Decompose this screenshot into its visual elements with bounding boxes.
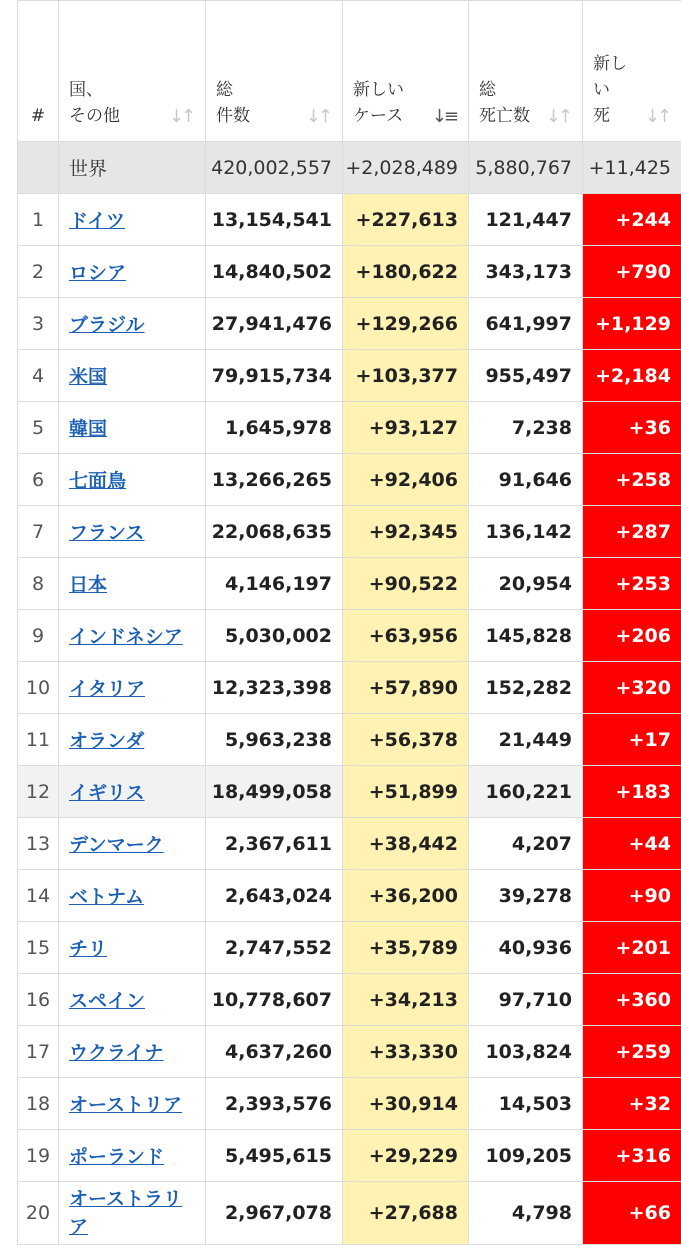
country-cell — [59, 818, 206, 870]
total-cases-cell: 14,840,502 — [206, 246, 343, 298]
country-cell — [59, 922, 206, 974]
total-cases-cell: 4,146,197 — [206, 558, 343, 610]
total-deaths-cell: 97,710 — [469, 974, 583, 1026]
table-row — [18, 1078, 681, 1130]
header-country-line1: 国、 — [69, 80, 103, 100]
table-row — [18, 1026, 681, 1078]
country-link[interactable]: イタリア — [69, 678, 146, 700]
country-cell — [59, 1026, 206, 1078]
country-cell — [59, 766, 206, 818]
new-deaths-cell: +253 — [583, 558, 681, 610]
new-cases-cell: +92,345 — [343, 506, 469, 558]
new-cases-cell: +129,266 — [343, 298, 469, 350]
country-cell — [59, 1182, 206, 1245]
row-index: 2 — [18, 246, 59, 298]
country-link[interactable]: 米国 — [69, 366, 108, 388]
total-deaths-cell: 4,798 — [469, 1182, 583, 1245]
row-index: 17 — [18, 1026, 59, 1078]
row-index: 10 — [18, 662, 59, 714]
row-index: 1 — [18, 194, 59, 246]
new-deaths-cell: +90 — [583, 870, 681, 922]
country-cell — [59, 350, 206, 402]
total-cases-cell: 2,747,552 — [206, 922, 343, 974]
country-cell — [59, 610, 206, 662]
table-row — [18, 922, 681, 974]
header-new-deaths[interactable] — [583, 1, 681, 142]
table-row — [18, 506, 681, 558]
table-row — [18, 558, 681, 610]
new-deaths-cell: +66 — [583, 1182, 681, 1245]
country-link[interactable]: イギリス — [69, 782, 145, 804]
country-link[interactable]: オーストラリア — [69, 1188, 183, 1238]
new-cases-cell: +92,406 — [343, 454, 469, 506]
row-index: 4 — [18, 350, 59, 402]
country-link[interactable]: ポーランド — [69, 1146, 165, 1168]
header-new-cases[interactable] — [343, 1, 469, 142]
country-cell — [59, 558, 206, 610]
table-header-row — [18, 1, 681, 142]
country-link[interactable]: ブラジル — [69, 314, 145, 336]
header-new-deaths-line2: い — [593, 80, 610, 100]
new-deaths-cell: +258 — [583, 454, 681, 506]
country-cell — [59, 1130, 206, 1182]
new-cases-cell: +56,378 — [343, 714, 469, 766]
new-deaths-cell: +1,129 — [583, 298, 681, 350]
country-link[interactable]: ウクライナ — [69, 1042, 164, 1064]
row-index: 3 — [18, 298, 59, 350]
world-new-deaths: +11,425 — [583, 142, 681, 194]
new-deaths-cell: +17 — [583, 714, 681, 766]
row-index: 11 — [18, 714, 59, 766]
table-row — [18, 662, 681, 714]
header-total-deaths-line2: 死亡数 — [479, 106, 530, 126]
total-deaths-cell: 109,205 — [469, 1130, 583, 1182]
new-deaths-cell: +790 — [583, 246, 681, 298]
table-row — [18, 454, 681, 506]
table-row — [18, 350, 681, 402]
total-cases-cell: 5,030,002 — [206, 610, 343, 662]
row-index: 16 — [18, 974, 59, 1026]
new-deaths-cell: +287 — [583, 506, 681, 558]
row-index: 9 — [18, 610, 59, 662]
country-cell — [59, 194, 206, 246]
new-cases-cell: +63,956 — [343, 610, 469, 662]
table-row — [18, 974, 681, 1026]
country-link[interactable]: チリ — [69, 938, 108, 960]
total-deaths-cell: 136,142 — [469, 506, 583, 558]
sort-icon[interactable]: ↓↑ — [305, 106, 330, 127]
total-cases-cell: 10,778,607 — [206, 974, 343, 1026]
total-cases-cell: 79,915,734 — [206, 350, 343, 402]
new-deaths-cell: +2,184 — [583, 350, 681, 402]
country-link[interactable]: 七面鳥 — [69, 470, 127, 492]
total-cases-cell: 5,963,238 — [206, 714, 343, 766]
total-deaths-cell: 20,954 — [469, 558, 583, 610]
total-deaths-cell: 14,503 — [469, 1078, 583, 1130]
new-deaths-cell: +32 — [583, 1078, 681, 1130]
total-cases-cell: 5,495,615 — [206, 1130, 343, 1182]
row-index: 5 — [18, 402, 59, 454]
total-deaths-cell: 145,828 — [469, 610, 583, 662]
total-deaths-cell: 40,936 — [469, 922, 583, 974]
row-index: 8 — [18, 558, 59, 610]
country-link[interactable]: オーストリア — [69, 1094, 183, 1116]
header-new-deaths-line1: 新し — [593, 54, 627, 74]
new-deaths-cell: +244 — [583, 194, 681, 246]
table-row — [18, 1130, 681, 1182]
total-deaths-cell: 641,997 — [469, 298, 583, 350]
new-cases-cell: +57,890 — [343, 662, 469, 714]
row-index: 6 — [18, 454, 59, 506]
total-cases-cell: 2,367,611 — [206, 818, 343, 870]
total-deaths-cell: 39,278 — [469, 870, 583, 922]
row-index: 15 — [18, 922, 59, 974]
new-cases-cell: +36,200 — [343, 870, 469, 922]
country-cell — [59, 1078, 206, 1130]
total-deaths-cell: 91,646 — [469, 454, 583, 506]
new-cases-cell: +38,442 — [343, 818, 469, 870]
country-link[interactable]: 韓国 — [69, 418, 108, 440]
table-row — [18, 402, 681, 454]
header-new-cases-line2: ケース — [353, 106, 404, 126]
total-deaths-cell: 103,824 — [469, 1026, 583, 1078]
sort-desc-icon[interactable]: ↓≡ — [431, 106, 456, 127]
new-cases-cell: +227,613 — [343, 194, 469, 246]
table-row — [18, 610, 681, 662]
new-deaths-cell: +206 — [583, 610, 681, 662]
header-total-deaths[interactable] — [469, 1, 583, 142]
world-new-cases: +2,028,489 — [343, 142, 469, 194]
covid-table — [17, 0, 681, 1245]
world-label: 世界 — [59, 142, 206, 194]
world-total-deaths: 5,880,767 — [469, 142, 583, 194]
header-country-line2: その他 — [69, 106, 120, 126]
new-cases-cell: +34,213 — [343, 974, 469, 1026]
total-cases-cell: 13,266,265 — [206, 454, 343, 506]
row-index: 19 — [18, 1130, 59, 1182]
row-index: 14 — [18, 870, 59, 922]
total-cases-cell: 12,323,398 — [206, 662, 343, 714]
new-deaths-cell: +201 — [583, 922, 681, 974]
world-total-cases: 420,002,557 — [206, 142, 343, 194]
total-cases-cell: 1,645,978 — [206, 402, 343, 454]
row-index: 13 — [18, 818, 59, 870]
header-total-cases[interactable] — [206, 1, 343, 142]
header-total-cases-line1: 総 — [216, 80, 233, 100]
table-row — [18, 246, 681, 298]
table-row — [18, 818, 681, 870]
new-deaths-cell: +360 — [583, 974, 681, 1026]
country-cell — [59, 974, 206, 1026]
total-deaths-cell: 955,497 — [469, 350, 583, 402]
new-cases-cell: +33,330 — [343, 1026, 469, 1078]
country-link[interactable]: フランス — [69, 522, 145, 544]
country-cell — [59, 714, 206, 766]
row-index: 7 — [18, 506, 59, 558]
new-deaths-cell: +259 — [583, 1026, 681, 1078]
sort-icon[interactable]: ↓↑ — [545, 106, 570, 127]
row-index: 12 — [18, 766, 59, 818]
country-link[interactable]: ロシア — [69, 262, 127, 284]
country-cell — [59, 402, 206, 454]
header-total-cases-line2: 件数 — [216, 106, 250, 126]
country-link[interactable]: オランダ — [69, 730, 145, 752]
new-deaths-cell: +183 — [583, 766, 681, 818]
total-deaths-cell: 7,238 — [469, 402, 583, 454]
table-row — [18, 870, 681, 922]
new-cases-cell: +93,127 — [343, 402, 469, 454]
country-link[interactable]: インドネシア — [69, 626, 183, 648]
country-cell — [59, 246, 206, 298]
new-deaths-cell: +44 — [583, 818, 681, 870]
header-new-deaths-line3: 死 — [593, 106, 610, 126]
total-deaths-cell: 152,282 — [469, 662, 583, 714]
country-cell — [59, 870, 206, 922]
table-row — [18, 194, 681, 246]
total-deaths-cell: 121,447 — [469, 194, 583, 246]
new-cases-cell: +51,899 — [343, 766, 469, 818]
total-cases-cell: 27,941,476 — [206, 298, 343, 350]
new-cases-cell: +103,377 — [343, 350, 469, 402]
total-cases-cell: 2,967,078 — [206, 1182, 343, 1245]
total-cases-cell: 2,393,576 — [206, 1078, 343, 1130]
row-index: 18 — [18, 1078, 59, 1130]
table-row — [18, 298, 681, 350]
new-cases-cell: +29,229 — [343, 1130, 469, 1182]
table-row — [18, 766, 681, 818]
world-index — [18, 142, 59, 194]
country-link[interactable]: ドイツ — [69, 210, 126, 232]
header-total-deaths-line1: 総 — [479, 80, 496, 100]
header-index[interactable]: # — [18, 1, 59, 142]
total-cases-cell: 2,643,024 — [206, 870, 343, 922]
country-cell — [59, 662, 206, 714]
country-link[interactable]: スペイン — [69, 990, 146, 1012]
new-cases-cell: +180,622 — [343, 246, 469, 298]
country-cell — [59, 506, 206, 558]
total-cases-cell: 22,068,635 — [206, 506, 343, 558]
country-cell — [59, 298, 206, 350]
table-row — [18, 714, 681, 766]
header-country[interactable] — [59, 1, 206, 142]
total-cases-cell: 18,499,058 — [206, 766, 343, 818]
country-link[interactable]: 日本 — [69, 574, 108, 596]
total-cases-cell: 4,637,260 — [206, 1026, 343, 1078]
country-cell — [59, 454, 206, 506]
country-link[interactable]: ベトナム — [69, 886, 145, 908]
new-deaths-cell: +36 — [583, 402, 681, 454]
header-new-cases-line1: 新しい — [353, 80, 404, 100]
total-deaths-cell: 160,221 — [469, 766, 583, 818]
row-index: 20 — [18, 1182, 59, 1245]
world-row — [18, 142, 681, 194]
total-deaths-cell: 343,173 — [469, 246, 583, 298]
new-cases-cell: +30,914 — [343, 1078, 469, 1130]
country-link[interactable]: デンマーク — [69, 834, 164, 856]
sort-icon[interactable]: ↓↑ — [644, 106, 669, 127]
new-deaths-cell: +320 — [583, 662, 681, 714]
table-row — [18, 1182, 681, 1245]
sort-icon[interactable]: ↓↑ — [168, 106, 193, 127]
new-deaths-cell: +316 — [583, 1130, 681, 1182]
total-cases-cell: 13,154,541 — [206, 194, 343, 246]
total-deaths-cell: 4,207 — [469, 818, 583, 870]
total-deaths-cell: 21,449 — [469, 714, 583, 766]
new-cases-cell: +90,522 — [343, 558, 469, 610]
new-cases-cell: +27,688 — [343, 1182, 469, 1245]
new-cases-cell: +35,789 — [343, 922, 469, 974]
